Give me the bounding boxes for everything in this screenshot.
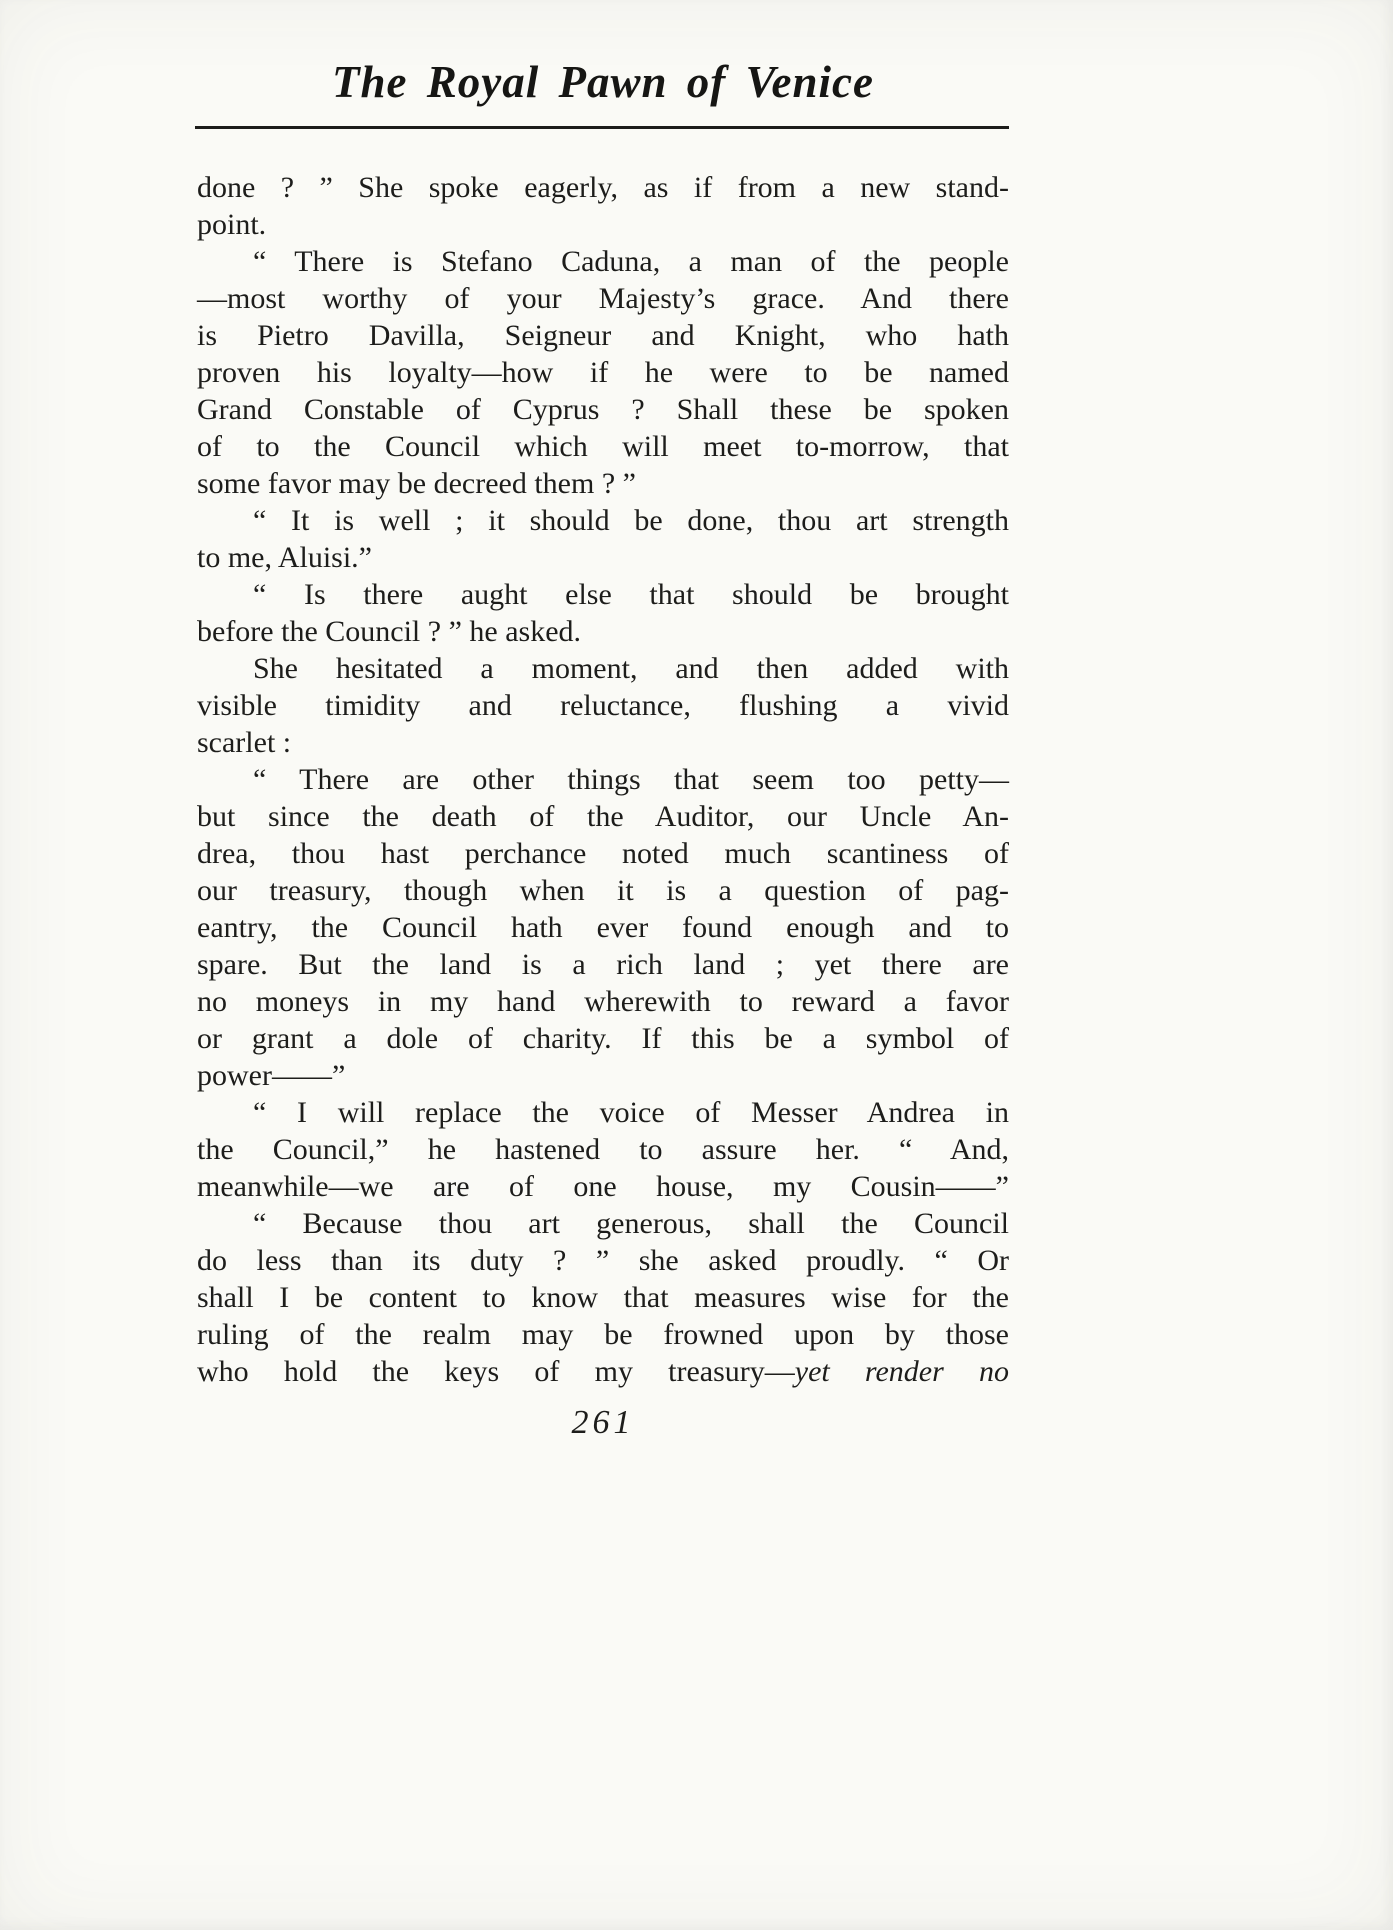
text-line: do less than its duty ? ” she asked proudly. “ Or bbox=[197, 1244, 1009, 1277]
text-line: our treasury, though when it is a question of pag- bbox=[197, 874, 1009, 907]
paragraph bbox=[197, 502, 1009, 576]
text-run: who hold the keys of my treasury— bbox=[197, 1355, 795, 1388]
text-line: or grant a dole of charity. If this be a symbol of bbox=[197, 1022, 1009, 1055]
text-line: visible timidity and reluctance, flushing a vivid bbox=[197, 689, 1009, 722]
text-line: drea, thou hast perchance noted much scantiness of bbox=[197, 837, 1009, 870]
header-rule bbox=[195, 126, 1009, 129]
paragraph bbox=[197, 761, 1009, 1094]
text-line: before the Council ? ” he asked. bbox=[197, 615, 582, 648]
text-line: scarlet : bbox=[197, 726, 292, 759]
text-line: proven his loyalty—how if he were to be named bbox=[197, 356, 1009, 389]
text-line: eantry, the Council hath ever found enough and to bbox=[197, 911, 1009, 944]
paragraph bbox=[197, 1205, 1009, 1390]
text-line: spare. But the land is a rich land ; yet there are bbox=[197, 948, 1009, 981]
text-line: point. bbox=[197, 208, 267, 241]
text-line bbox=[197, 1353, 1009, 1390]
text-line: done ? ” She spoke eagerly, as if from a new stand- bbox=[197, 171, 1009, 204]
italic-run: yet render no bbox=[794, 1355, 1009, 1388]
paragraph bbox=[197, 650, 1009, 761]
running-header bbox=[197, 56, 1009, 108]
text-line: no moneys in my hand wherewith to reward a favor bbox=[197, 985, 1009, 1018]
text-line: shall I be content to know that measures wise for the bbox=[197, 1281, 1009, 1314]
text-line: “ I will replace the voice of Messer Andrea in bbox=[253, 1096, 1009, 1129]
page-title: The Royal Pawn of Venice bbox=[332, 57, 874, 107]
text-line: to me, Aluisi.” bbox=[197, 541, 372, 574]
text-line: “ Is there aught else that should be brought bbox=[253, 578, 1009, 611]
text-line: “ It is well ; it should be done, thou art strength bbox=[253, 504, 1009, 537]
text-line: meanwhile—we are of one house, my Cousin——” bbox=[197, 1170, 1009, 1203]
page-number: 261 bbox=[571, 1404, 635, 1441]
page-text bbox=[197, 169, 1009, 1390]
text-line: power——” bbox=[197, 1059, 346, 1092]
text-line: Grand Constable of Cyprus ? Shall these be spoken bbox=[197, 393, 1009, 426]
text-line: but since the death of the Auditor, our Uncle An- bbox=[197, 800, 1009, 833]
paragraph bbox=[197, 169, 1009, 243]
paragraph bbox=[197, 243, 1009, 502]
text-line: is Pietro Davilla, Seigneur and Knight, who hath bbox=[197, 319, 1009, 352]
text-line: She hesitated a moment, and then added with bbox=[253, 652, 1009, 685]
text-line: “ There is Stefano Caduna, a man of the people bbox=[253, 245, 1009, 278]
text-line: some favor may be decreed them ? ” bbox=[197, 467, 636, 500]
paragraph bbox=[197, 1094, 1009, 1205]
text-line: ruling of the realm may be frowned upon by those bbox=[197, 1318, 1009, 1351]
text-line: “ There are other things that seem too petty— bbox=[253, 763, 1009, 796]
text-line: —most worthy of your Majesty’s grace. And there bbox=[197, 282, 1009, 315]
paragraph bbox=[197, 576, 1009, 650]
text-line: of to the Council which will meet to-morrow, that bbox=[197, 430, 1009, 463]
text-line: “ Because thou art generous, shall the Council bbox=[253, 1207, 1009, 1240]
text-line: the Council,” he hastened to assure her. “ And, bbox=[197, 1133, 1009, 1166]
